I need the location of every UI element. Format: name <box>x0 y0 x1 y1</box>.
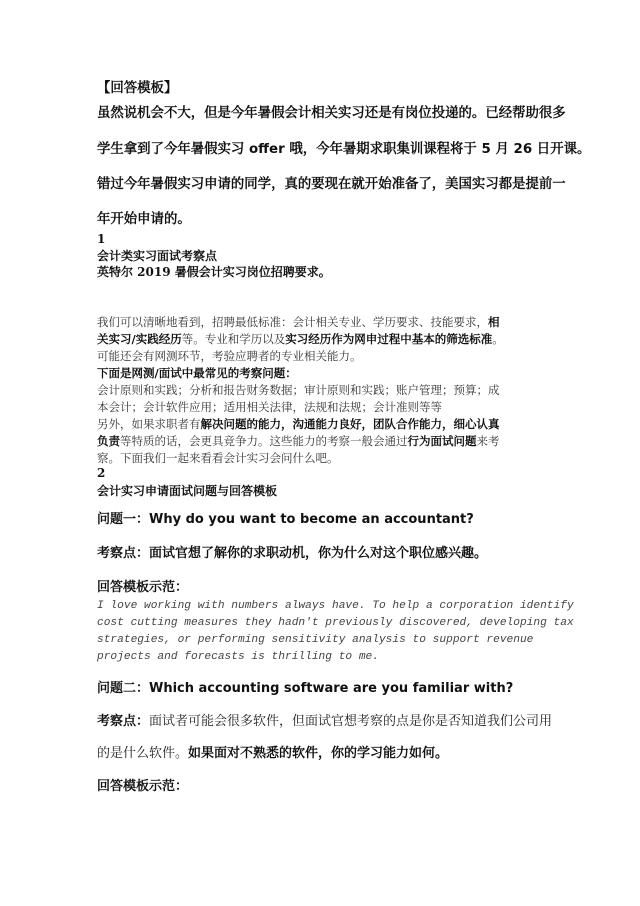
answer-1-line-3: strategies, or performing sensitivity analysis to support revenue <box>97 634 534 646</box>
answer-1-line-2: cost cutting measures they hadn't previously discovered, developing tax <box>97 617 574 629</box>
section-subtitle-1: 英特尔 2019 暑假会计实习岗位招聘要求。 <box>97 265 331 279</box>
question-1-template-label: 回答模板示范： <box>97 580 189 595</box>
question-2-template-label: 回答模板示范： <box>97 779 189 794</box>
para1-line-1 <box>97 314 500 330</box>
question-2: 问题二：Which accounting software are you familiar with? <box>97 681 514 696</box>
para1-line-8 <box>97 433 500 449</box>
para1-line-2 <box>97 331 504 347</box>
para1-text: 。 <box>492 332 504 346</box>
para1-text: 等。专业和学历以及 <box>181 332 286 346</box>
answer-1-line-1: I love working with numbers always have. To help a corporation identify <box>97 600 574 612</box>
para1-text: 来考 <box>476 434 500 448</box>
para1-text: 等特质的话，会更具竞争力。这些能力的考察一般会通过 <box>120 434 408 448</box>
intro-line-2: 学生拿到了今年暑假实习 offer 哦，今年暑期求职集训课程将于 5 月 26 日开课。 <box>97 142 591 157</box>
para1-text: 另外，如果求职者有 <box>97 417 201 431</box>
answer-1-line-4: projects and forecasts is thrilling to me. <box>97 651 379 663</box>
para1-text: 我们可以清晰地看到，招聘最低标准：会计相关专业、学历要求、技能要求， <box>97 315 488 329</box>
para1-emphasis: 负责 <box>97 434 120 448</box>
para1-line-6: 本会计；会计软件应用；适用相关法律，法规和法规；会计准则等等 <box>97 400 442 414</box>
para1-emphasis: 行为面试问题 <box>407 434 477 448</box>
question-1: 问题一：Why do you want to become an accountant? <box>97 512 474 527</box>
para1-emphasis: 相 <box>488 315 500 329</box>
section-number-2: 2 <box>97 466 106 480</box>
para1-emphasis: 实习经历作为网申过程中基本的筛选标准 <box>285 332 493 346</box>
question-2-point-text: 面试者可能会很多软件，但面试官想考察的点是你是否知道我们公司用 <box>149 714 553 729</box>
question-2-point <box>97 710 552 729</box>
question-2-point-label: 考察点： <box>97 714 150 729</box>
para1-emphasis: 解决问题的能力，沟通能力良好，团队合作能力，细心认真 <box>200 417 500 431</box>
question-2-point-emphasis: 如果面对不熟悉的软件，你的学习能力如何。 <box>188 746 449 761</box>
section-title-1: 会计类实习面试考察点 <box>97 249 218 263</box>
para1-line-3: 可能还会有网测环节，考验应聘者的专业相关能力。 <box>97 349 362 363</box>
intro-line-4: 年开始申请的。 <box>97 212 191 227</box>
section-title-2: 会计实习申请面试问题与回答模板 <box>97 484 278 498</box>
para1-line-5: 会计原则和实践；分析和报告财务数据；审计原则和实践；账户管理；预算；成 <box>97 383 500 397</box>
intro-line-3: 错过今年暑假实习申请的同学，真的要现在就开始准备了，美国实习都是提前一 <box>97 177 566 192</box>
question-2-point-text: 的是什么软件。 <box>97 746 189 761</box>
question-1-point: 考察点：面试官想了解你的求职动机，你为什么对这个职位感兴趣。 <box>97 546 488 561</box>
question-2-point-line-2 <box>97 742 448 761</box>
answer-template-tag: 【回答模板】 <box>97 81 178 96</box>
para1-line-9: 察。下面我们一起来看看会计实习会问什么吧。 <box>97 451 339 465</box>
para1-line-7 <box>97 416 500 432</box>
para1-emphasis: 关实习/实践经历 <box>97 332 182 346</box>
intro-line-1: 虽然说机会不大，但是今年暑假会计相关实习还是有岗位投递的。已经帮助很多 <box>97 106 566 121</box>
section-number-1: 1 <box>97 232 106 246</box>
para1-line-4: 下面是网测/面试中最常见的考察问题： <box>97 366 297 380</box>
